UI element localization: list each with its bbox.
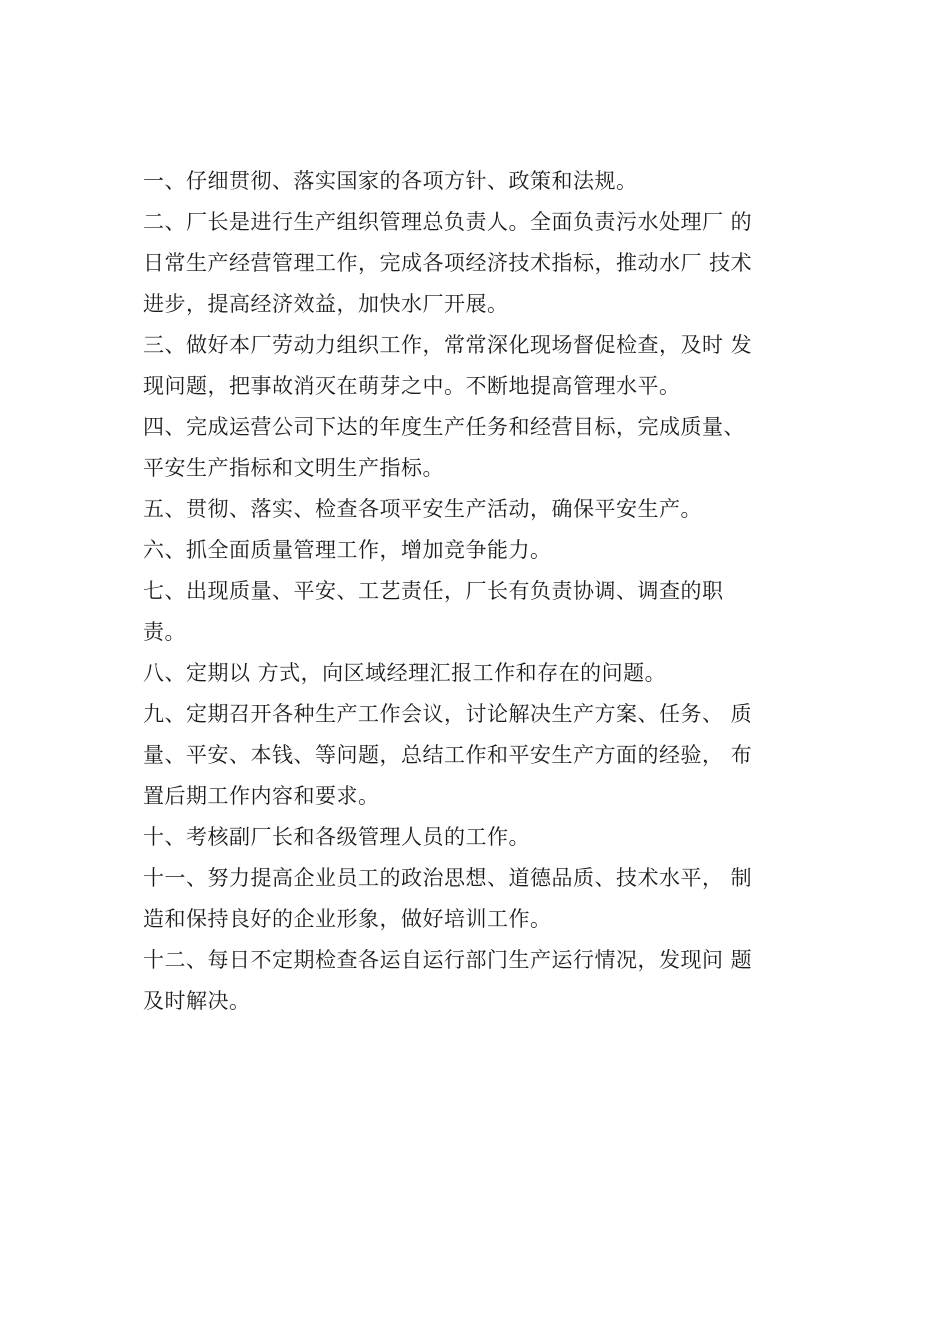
text-line: 七、出现质量、平安、工艺责任，厂长有负责协调、调查的职: [143, 579, 724, 603]
text-line: 十一、努力提高企业员工的政治思想、道德品质、技术水平， 制: [143, 866, 753, 890]
text-line: 置后期工作内容和要求。: [143, 784, 380, 808]
text-line: 量、平安、本钱、等问题，总结工作和平安生产方面的经验， 布: [143, 743, 753, 767]
text-line: 责。: [143, 620, 186, 644]
text-line: 三、做好本厂劳动力组织工作，常常深化现场督促检查，及时 发: [143, 333, 753, 357]
text-line: 及时解决。: [143, 989, 251, 1013]
text-line: 四、完成运营公司下达的年度生产任务和经营目标，完成质量、: [143, 415, 745, 439]
document-body: [143, 161, 815, 1022]
text-line: 九、定期召开各种生产工作会议，讨论解决生产方案、任务、 质: [143, 702, 753, 726]
text-line: 现问题，把事故消灭在萌芽之中。不断地提高管理水平。: [143, 374, 681, 398]
text-line: 进步，提高经济效益，加快水厂开展。: [143, 292, 509, 316]
text-line: 日常生产经营管理工作，完成各项经济技术指标，推动水厂 技术: [143, 251, 753, 275]
text-line: 五、贯彻、落实、检查各项平安生产活动，确保平安生产。: [143, 497, 702, 521]
text-line: 八、定期以 方式，向区域经理汇报工作和存在的问题。: [143, 661, 667, 685]
text-line: 十、考核副厂长和各级管理人员的工作。: [143, 825, 530, 849]
text-line: 六、抓全面质量管理工作，增加竞争能力。: [143, 538, 552, 562]
text-line: 十二、每日不定期检查各运自运行部门生产运行情况，发现问 题: [143, 948, 753, 972]
text-line: 平安生产指标和文明生产指标。: [143, 456, 444, 480]
text-line: 造和保持良好的企业形象，做好培训工作。: [143, 907, 552, 931]
text-line: 一、仔细贯彻、落实国家的各项方针、政策和法规。: [143, 169, 638, 193]
text-line: 二、厂长是进行生产组织管理总负责人。全面负责污水处理厂 的: [143, 210, 753, 234]
